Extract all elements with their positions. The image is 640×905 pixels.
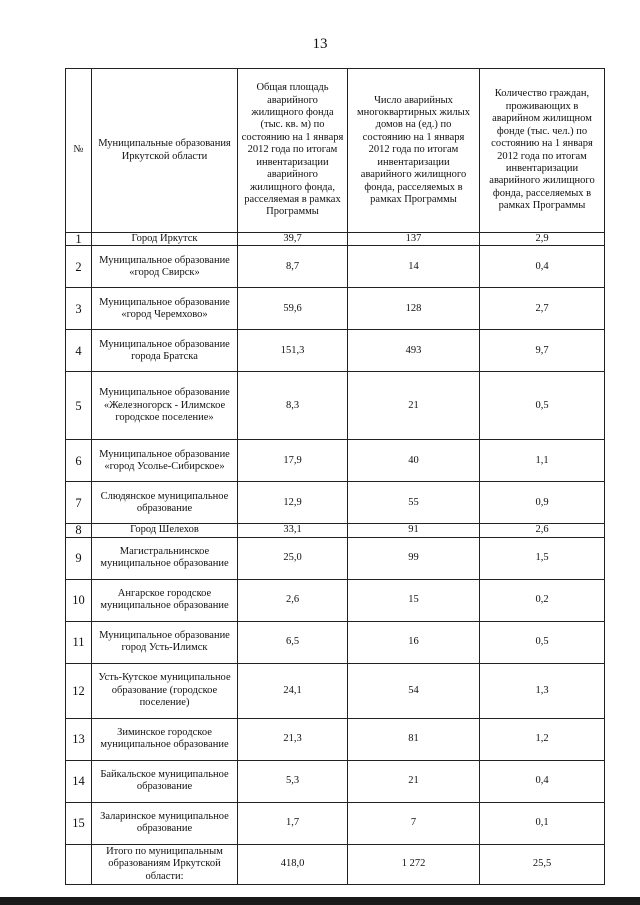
row-area: 21,3 — [238, 718, 348, 760]
row-num: 13 — [66, 718, 92, 760]
row-people: 1,2 — [480, 718, 605, 760]
table-row — [66, 288, 605, 330]
row-num: 9 — [66, 537, 92, 579]
header-people: Количество граждан, проживающих в аварийном жилищном фонде (тыс. чел.) по состоянию на 1 января 2012 года по итогам инвентаризации аварийного жилищного фонда, расселяемых в рамках Программы — [480, 69, 605, 233]
row-num: 15 — [66, 802, 92, 844]
header-municipality: Муниципальные образования Иркутской области — [92, 69, 238, 233]
row-houses: 21 — [348, 760, 480, 802]
row-houses: 15 — [348, 579, 480, 621]
row-people: 0,5 — [480, 372, 605, 440]
row-area: 6,5 — [238, 621, 348, 663]
header-area: Общая площадь аварийного жилищного фонда (тыс. кв. м) по состоянию на 1 января 2012 года по итогам инвентаризации аварийного жилищного фонда, расселяемая в рамках Программы — [238, 69, 348, 233]
row-houses: 21 — [348, 372, 480, 440]
row-houses: 16 — [348, 621, 480, 663]
row-area: 24,1 — [238, 663, 348, 718]
row-houses: 40 — [348, 440, 480, 482]
row-people: 0,4 — [480, 760, 605, 802]
row-houses: 55 — [348, 482, 480, 524]
row-people: 0,1 — [480, 802, 605, 844]
row-num: 3 — [66, 288, 92, 330]
table-row — [66, 524, 605, 537]
row-num: 8 — [66, 524, 92, 537]
row-houses: 91 — [348, 524, 480, 537]
total-people: 25,5 — [480, 844, 605, 884]
row-municipality: Город Шелехов — [92, 524, 238, 537]
row-houses: 7 — [348, 802, 480, 844]
row-municipality: Слюдянское муниципальное образование — [92, 482, 238, 524]
row-houses: 137 — [348, 233, 480, 246]
row-municipality: Город Иркутск — [92, 233, 238, 246]
row-num: 6 — [66, 440, 92, 482]
row-area: 8,7 — [238, 246, 348, 288]
row-people: 2,9 — [480, 233, 605, 246]
row-municipality: Заларинское муниципальное образование — [92, 802, 238, 844]
row-people: 2,6 — [480, 524, 605, 537]
row-area: 8,3 — [238, 372, 348, 440]
table-total-row — [66, 844, 605, 884]
row-houses: 14 — [348, 246, 480, 288]
table-row — [66, 233, 605, 246]
row-num: 11 — [66, 621, 92, 663]
total-area: 418,0 — [238, 844, 348, 884]
row-people: 2,7 — [480, 288, 605, 330]
row-houses: 493 — [348, 330, 480, 372]
table-row — [66, 246, 605, 288]
row-people: 0,4 — [480, 246, 605, 288]
row-area: 5,3 — [238, 760, 348, 802]
table-row — [66, 482, 605, 524]
row-houses: 81 — [348, 718, 480, 760]
total-label: Итого по муниципальным образованиям Иркутской области: — [92, 844, 238, 884]
row-num: 7 — [66, 482, 92, 524]
row-area: 17,9 — [238, 440, 348, 482]
row-area: 1,7 — [238, 802, 348, 844]
row-area: 25,0 — [238, 537, 348, 579]
row-num: 14 — [66, 760, 92, 802]
table-row — [66, 372, 605, 440]
row-people: 1,1 — [480, 440, 605, 482]
row-municipality: Муниципальное образование «Железногорск - Илимское городское поселение» — [92, 372, 238, 440]
row-people: 0,5 — [480, 621, 605, 663]
row-houses: 54 — [348, 663, 480, 718]
row-people: 9,7 — [480, 330, 605, 372]
row-people: 0,2 — [480, 579, 605, 621]
row-people: 1,5 — [480, 537, 605, 579]
table-row — [66, 663, 605, 718]
row-municipality: Муниципальное образование «город Усолье-Сибирское» — [92, 440, 238, 482]
row-people: 1,3 — [480, 663, 605, 718]
row-municipality: Муниципальное образование город Усть-Илимск — [92, 621, 238, 663]
header-num: № — [66, 69, 92, 233]
row-houses: 128 — [348, 288, 480, 330]
table-row — [66, 330, 605, 372]
row-municipality: Муниципальное образование «город Свирск» — [92, 246, 238, 288]
table-row — [66, 718, 605, 760]
row-num: 1 — [66, 233, 92, 246]
table-row — [66, 802, 605, 844]
row-num: 10 — [66, 579, 92, 621]
row-area: 59,6 — [238, 288, 348, 330]
row-municipality: Ангарское городское муниципальное образование — [92, 579, 238, 621]
row-area: 2,6 — [238, 579, 348, 621]
row-municipality: Усть-Кутское муниципальное образование (городское поселение) — [92, 663, 238, 718]
emergency-housing-table — [65, 68, 605, 885]
row-municipality: Зиминское городское муниципальное образование — [92, 718, 238, 760]
row-num: 5 — [66, 372, 92, 440]
row-people: 0,9 — [480, 482, 605, 524]
row-municipality: Муниципальное образование города Братска — [92, 330, 238, 372]
row-municipality: Муниципальное образование «город Черемхово» — [92, 288, 238, 330]
table-header-row — [66, 69, 605, 233]
row-area: 33,1 — [238, 524, 348, 537]
total-houses: 1 272 — [348, 844, 480, 884]
table-row — [66, 579, 605, 621]
row-area: 12,9 — [238, 482, 348, 524]
row-municipality: Магистральнинское муниципальное образование — [92, 537, 238, 579]
table-row — [66, 760, 605, 802]
row-num: 2 — [66, 246, 92, 288]
row-area: 151,3 — [238, 330, 348, 372]
row-num: 4 — [66, 330, 92, 372]
header-houses: Число аварийных многоквартирных жилых домов на (ед.) по состоянию на 1 января 2012 года по итогам инвентаризации аварийного жилищного фонда, расселяемых в рамках Программы — [348, 69, 480, 233]
row-municipality: Байкальское муниципальное образование — [92, 760, 238, 802]
table-row — [66, 537, 605, 579]
table-row — [66, 621, 605, 663]
scan-edge — [0, 897, 640, 905]
page-number: 13 — [312, 36, 328, 52]
row-houses: 99 — [348, 537, 480, 579]
row-num: 12 — [66, 663, 92, 718]
row-area: 39,7 — [238, 233, 348, 246]
total-num — [66, 844, 92, 884]
table-row — [66, 440, 605, 482]
